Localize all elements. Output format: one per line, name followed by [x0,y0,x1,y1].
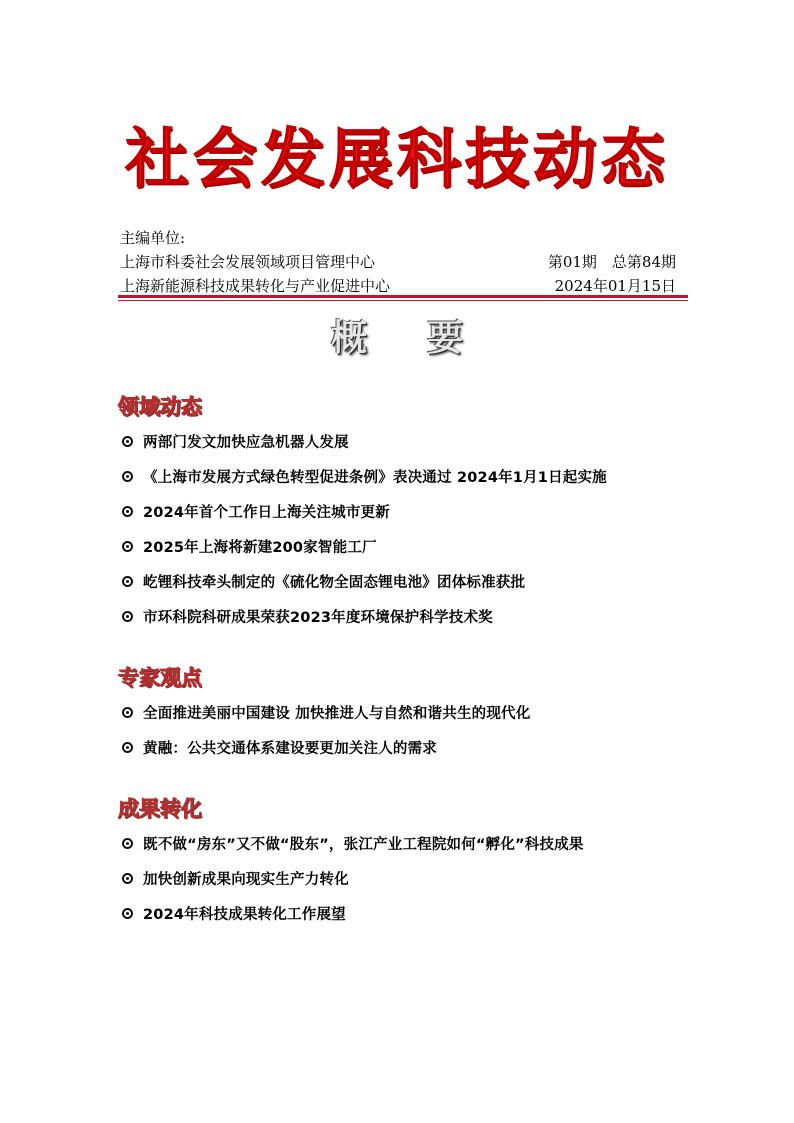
list-item[interactable]: 2024年首个工作日上海关注城市更新 [118,494,698,529]
section-achievement-transfer [118,792,698,931]
bullet-icon [122,611,133,622]
bullet-icon [122,707,133,718]
list-item[interactable]: 全面推进美丽中国建设 加快推进人与自然和谐共生的现代化 [118,695,698,730]
list-item[interactable]: 《上海市发展方式绿色转型促进条例》表决通过 2024年1月1日起实施 [118,459,698,494]
header-divider-thick [118,295,688,298]
issue-number: 第01期 总第84期 [547,253,676,271]
section-expert-views [118,661,698,765]
list-item[interactable]: 市环科院科研成果荣获2023年度环境保护科学技术奖 [118,599,698,634]
header-divider-thin [118,300,688,301]
publisher-label: 主编单位: [120,229,186,247]
bullet-icon [122,908,133,919]
list-item[interactable]: 既不做“房东”又不做“股东”，张江产业工程院如何“孵化”科技成果 [118,826,698,861]
bullet-icon [122,506,133,517]
bullet-icon [122,541,133,552]
list-item[interactable]: 加快创新成果向现实生产力转化 [118,861,698,896]
list-item[interactable]: 黄融：公共交通体系建设要更加关注人的需求 [118,730,698,765]
bullet-icon [122,873,133,884]
issue-date: 2024年01月15日 [554,277,676,295]
bullet-icon [122,471,133,482]
section-title: 专家观点 [118,666,202,690]
bullet-icon [122,838,133,849]
section-field-news [118,390,698,634]
publication-info [120,226,676,298]
list-item[interactable]: 2024年科技成果转化工作展望 [118,896,698,931]
publisher-org-2: 上海新能源科技成果转化与产业促进中心 [120,277,391,295]
section-title: 领域动态 [118,395,202,419]
section-title: 成果转化 [118,797,202,821]
bullet-icon [122,436,133,447]
summary-title: 概要 [330,317,523,359]
bullet-icon [122,576,133,587]
list-item[interactable]: 两部门发文加快应急机器人发展 [118,424,698,459]
list-item[interactable]: 2025年上海将新建200家智能工厂 [118,529,698,564]
list-item[interactable]: 屹锂科技牵头制定的《硫化物全固态锂电池》团体标准获批 [118,564,698,599]
bullet-icon [122,742,133,753]
publisher-org-1: 上海市科委社会发展领域项目管理中心 [120,253,376,271]
masthead-title: 社会发展科技动态 [125,122,669,197]
